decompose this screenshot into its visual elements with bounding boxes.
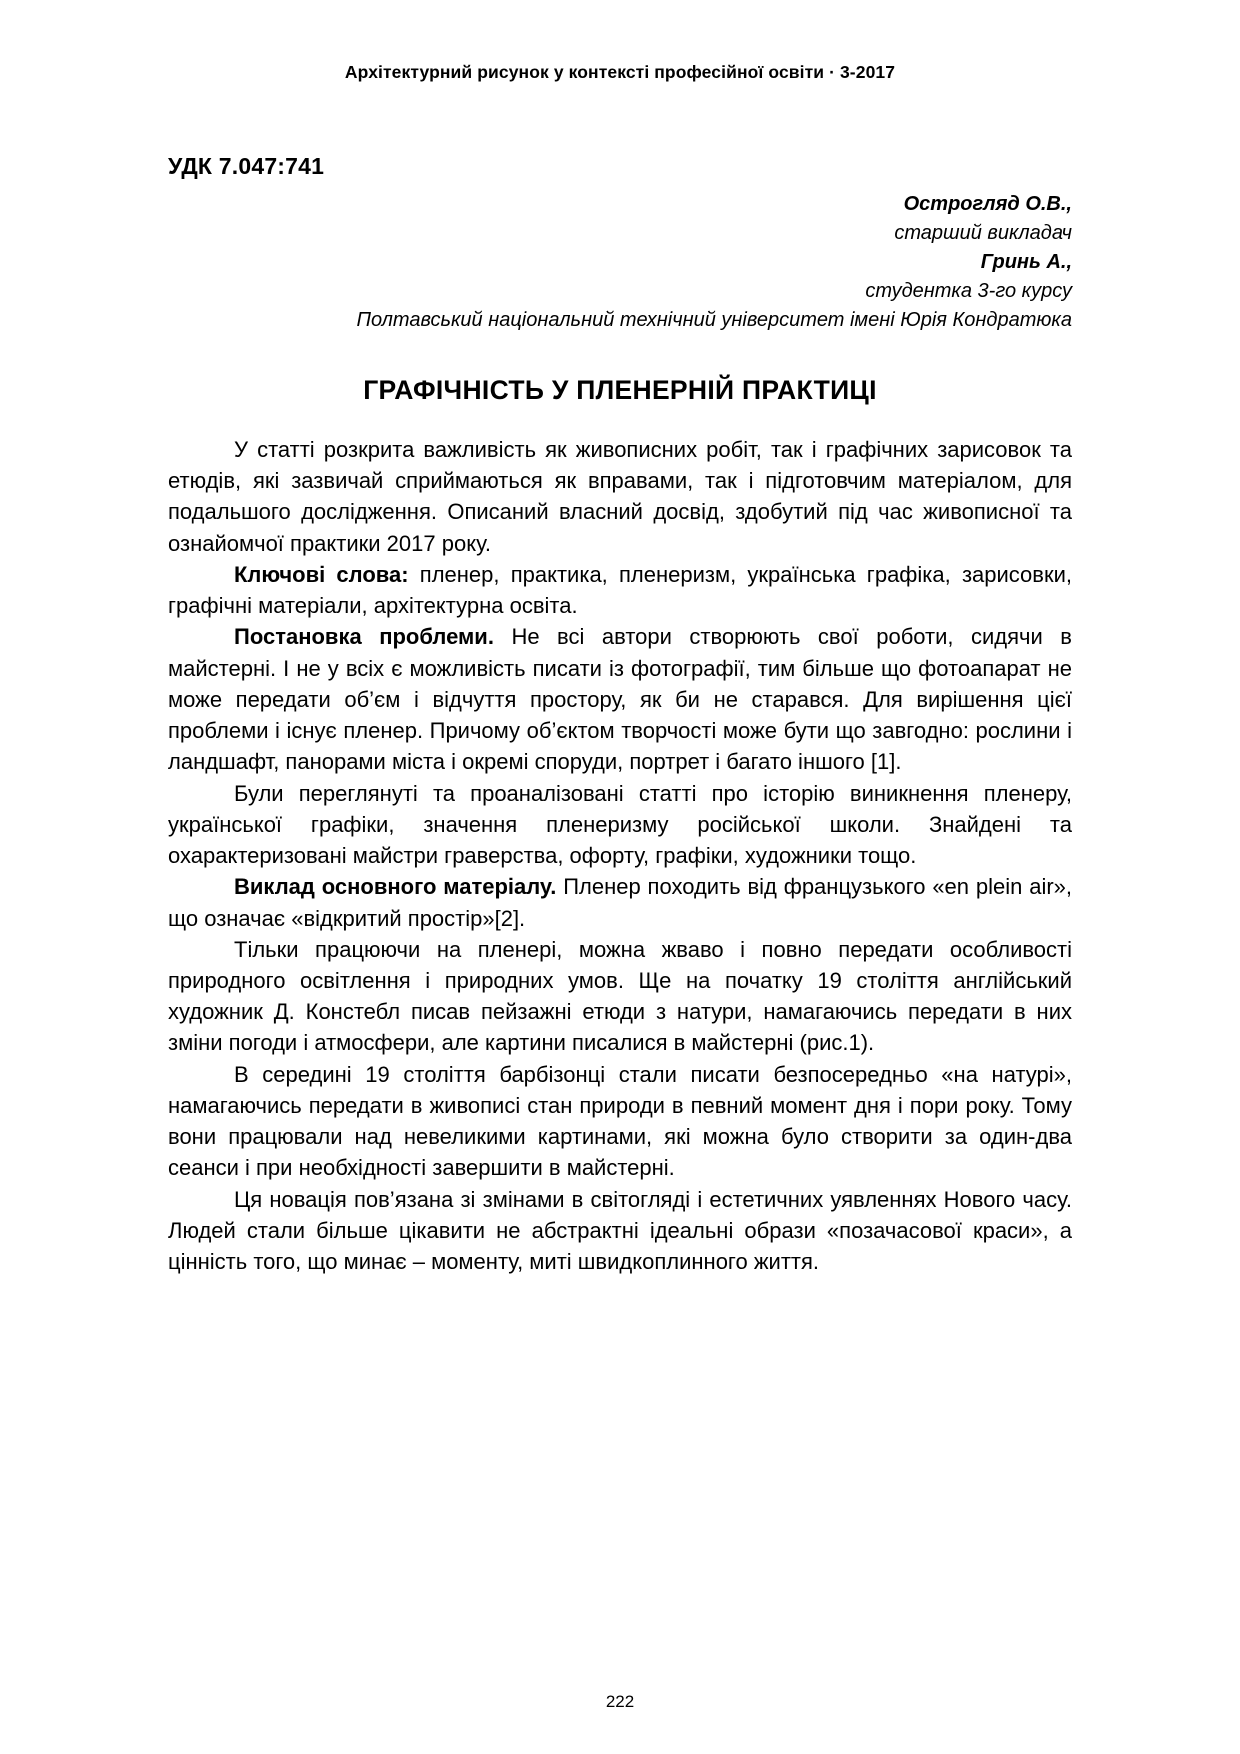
affiliation: Полтавський національний технічний університет імені Юрія Кондратюка	[356, 309, 1072, 331]
paragraph-text: Тільки працюючи на пленері, можна жваво і повно передати особливості природного освітлення і природних умов. Ще на початку 19 століття англійський художник Д. Констебл писав пейзажні етюди з натури, намагаючись передати в них зміни погоди і атмосфери, але картини писалися в майстерні (рис.1).	[168, 936, 1072, 1056]
author-name: Острогляд О.В.,	[903, 193, 1072, 215]
paragraph	[168, 1184, 1072, 1278]
paragraph-lead: Виклад основного матеріалу.	[234, 874, 557, 900]
paragraph-text: Пленер походить від французького «en plein air», що означає «відкритий простір»[2].	[168, 874, 1072, 931]
udc-code: УДК 7.047:741	[168, 153, 325, 179]
running-head: Архітектурний рисунок у контексті професійної освіти · 3-2017	[344, 62, 896, 82]
paragraph-text: У статті розкрита важливість як живописних робіт, так і графічних зарисовок та етюдів, які зазвичай сприймаються як вправами, так і підготовчим матеріалом, для подальшого дослідження. Описаний власний досвід, здобутий під час живописної та ознайомчої практики 2017 року.	[168, 437, 1072, 556]
paragraph-text: Ця новація пов’язана зі змінами в світогляді і естетичних уявленнях Нового часу. Людей стали більше цікавити не абстрактні ідеальні образи «позачасової краси», а цінність того, що минає – моменту, миті швидкоплинного життя.	[168, 1186, 1072, 1275]
paragraph	[168, 1059, 1072, 1184]
author-block	[168, 190, 1072, 335]
paragraph	[168, 621, 1072, 777]
page-number: 222	[605, 1692, 635, 1711]
paragraph-text: Не всі автори створюють свої роботи, сидячи в майстерні. І не у всіх є можливість писати із фотографії, тим більше що фотоапарат не може передати об’єм і відчуття простору, як би не старався. Для вирішення цієї проблеми і існує пленер. Причому об’єктом творчості може бути що завгодно: рослини і ландшафт, панорами міста і окремі споруди, портрет і багато іншого [1].	[168, 624, 1072, 775]
paragraph	[168, 871, 1072, 933]
page-title: ГРАФІЧНІСТЬ У ПЛЕНЕРНІЙ ПРАКТИЦІ	[363, 375, 877, 405]
author-role: студентка 3-го курсу	[865, 280, 1072, 302]
paragraph	[168, 934, 1072, 1059]
author-role: старший викладач	[894, 222, 1072, 244]
paragraph	[168, 434, 1072, 559]
paragraph-lead: Ключові слова:	[234, 561, 409, 587]
paragraph	[168, 559, 1072, 621]
paragraph-lead: Постановка проблеми.	[234, 624, 494, 650]
author-entry	[168, 248, 1072, 306]
paragraph-text: В середині 19 століття барбізонці стали писати безпосередньо «на натурі», намагаючись передати в живописі стан природи в певний момент дня і пори року. Тому вони працювали над невеликими картинами, які можна було створити за один-два сеанси і при необхідності завершити в майстерні.	[168, 1061, 1072, 1181]
paragraph-text: Були переглянуті та проаналізовані статті про історію виникнення пленеру, української графіки, значення пленеризму російської школи. Знайдені та охарактеризовані майстри граверства, офорту, графіки, художники тощо.	[168, 780, 1072, 869]
author-entry	[168, 190, 1072, 248]
author-name: Гринь А.,	[980, 251, 1072, 273]
paragraph	[168, 778, 1072, 872]
paragraph-text: пленер, практика, пленеризм, українська графіка, зарисовки, графічні матеріали, архітектурна освіта.	[168, 561, 1073, 619]
